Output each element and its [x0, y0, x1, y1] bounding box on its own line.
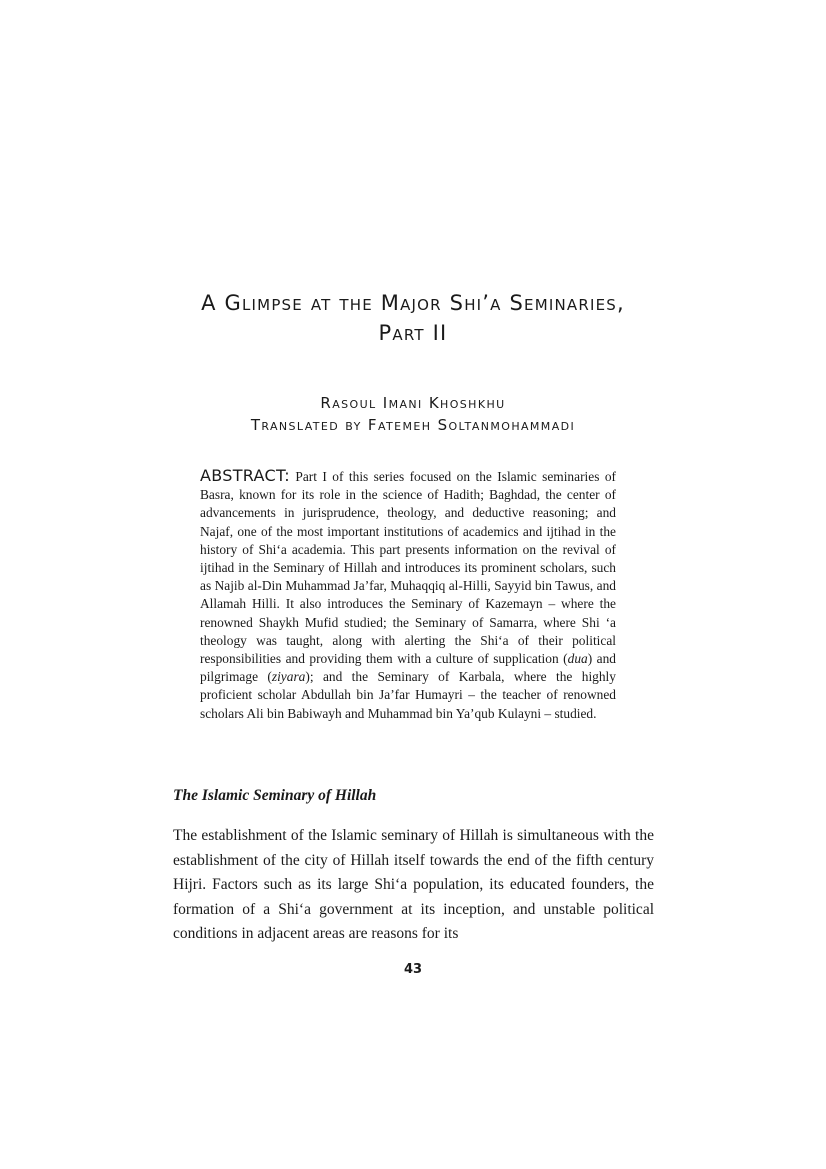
author-name: Rasoul Imani Khoshkhu	[320, 394, 506, 412]
abstract-label: ABSTRACT:	[200, 466, 290, 485]
abstract	[200, 467, 616, 723]
section-heading: The Islamic Seminary of Hillah	[173, 787, 377, 804]
body-paragraph: The establishment of the Islamic seminary of Hillah is simultaneous with the establishment of the city of Hillah itself towards the end of the fifth century Hijri. Factors such as its large Shi‘a population, its educated founders, the formation of a Shi‘a government at its inception, and unstable political conditions in adjacent areas are reasons for its	[173, 827, 654, 943]
abstract-term-dua: dua	[567, 651, 588, 667]
title-line-2: Part II	[378, 321, 448, 345]
abstract-term-ziyara: ziyara	[271, 669, 306, 685]
abstract-text-3: ); and the Seminary of Karbala, where the highly proficient scholar Abdullah bin Ja’far Humayri – the teacher of renowned scholars Ali bin Babiwayh and Muhammad bin Ya’qub Kulayni – studied.	[200, 669, 616, 721]
abstract-text-1: Part I of this series focused on the Islamic seminaries of Basra, known for its role in the science of Hadith; Baghdad, the center of advancements in jurisprudence, theology, and deductive reasoning; and Najaf, one of the most important institutions of academics and ijtihad in the history of Shi‘a academia. This part presents information on the revival of ijtihad in the Seminary of Hillah and introduces its prominent scholars, such as Najib al-Din Muhammad Ja’far, Muhaqqiq al-Hilli, Sayyid bin Tawus, and Allamah Hilli. It also introduces the Seminary of Kazemayn – where the renowned Shaykh Mufid studied; the Seminary of Samarra, where Shi ‘a theology was taught, along with alerting the Shi‘a of their political responsibilities and providing them with a culture of supplication (	[200, 469, 616, 667]
article-title	[100, 288, 726, 348]
page-number: 43	[403, 962, 423, 977]
author-block	[100, 392, 726, 436]
translator-name: Translated by Fatemeh Soltanmohammadi	[250, 416, 576, 434]
title-line-1: A Glimpse at the Major Shi’a Seminaries,	[201, 291, 625, 315]
abstract-text-2: ) and pilgrimage (	[200, 651, 616, 685]
